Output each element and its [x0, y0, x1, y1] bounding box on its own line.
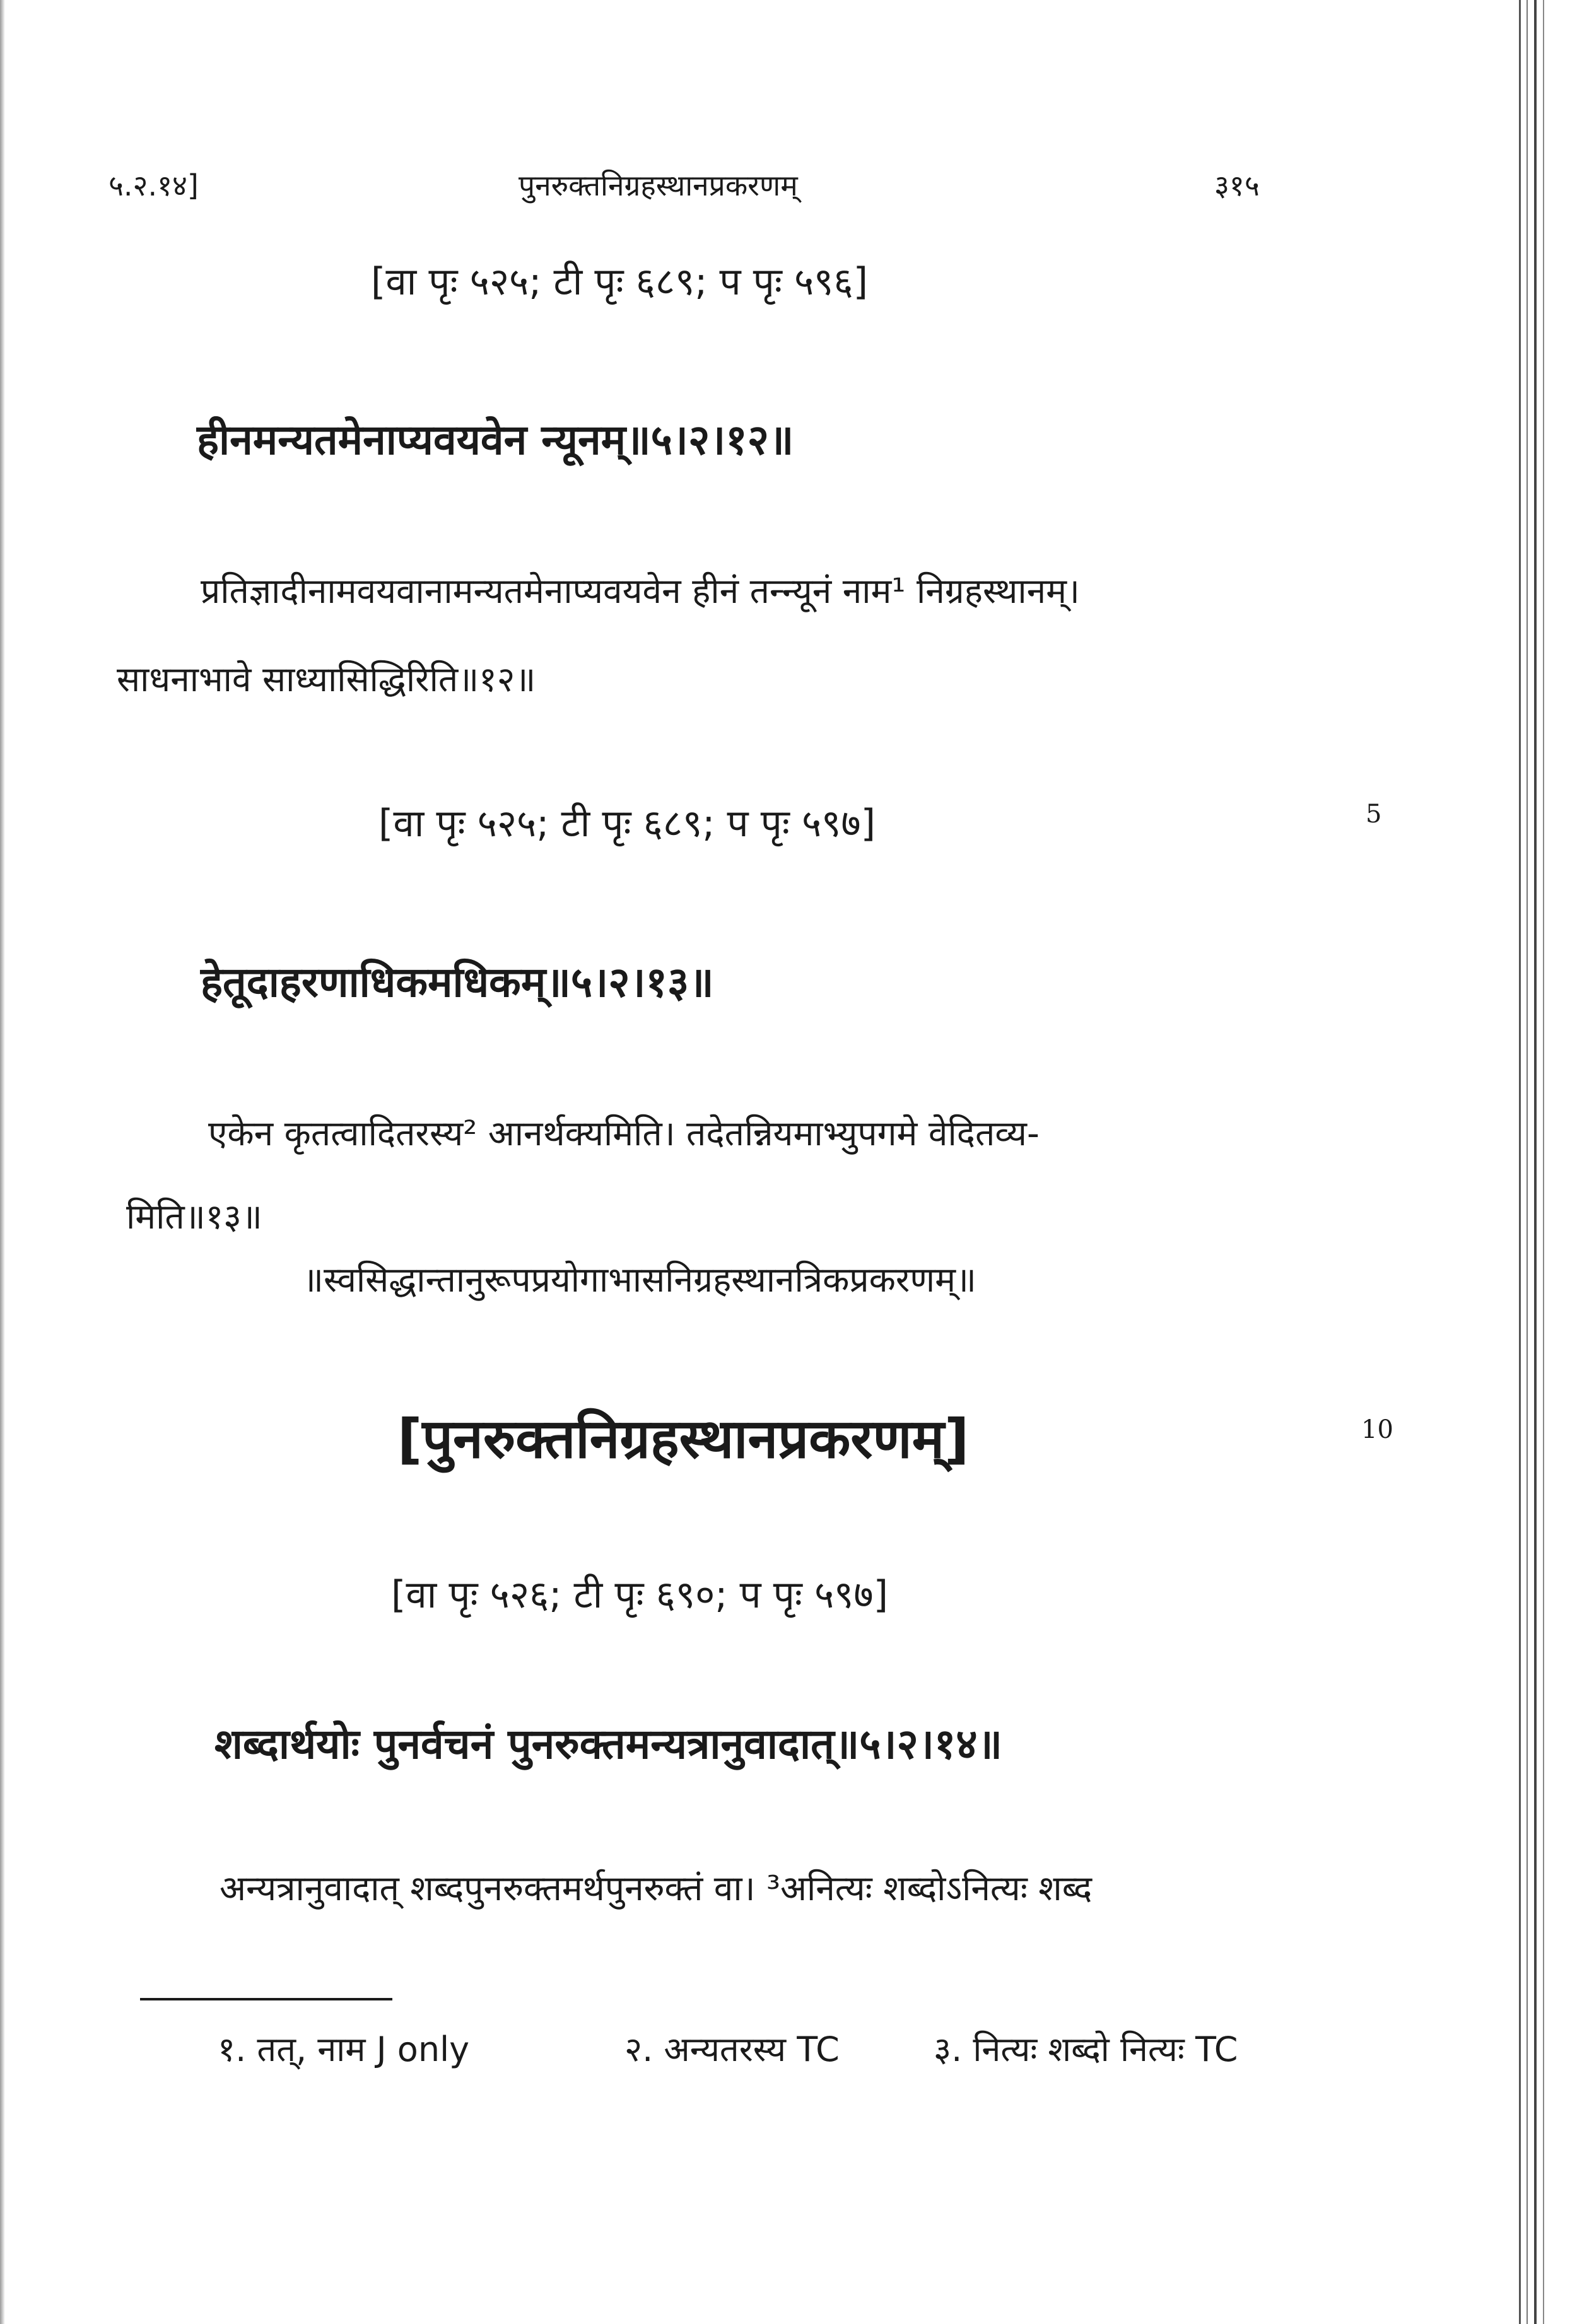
commentary-line: प्रतिज्ञादीनामवयवानामन्यतमेनाप्यवयवेन हीनं तन्न्यूनं नाम¹ निग्रहस्थानम्। [201, 571, 1080, 611]
section-title: [पुनरुक्तनिग्रहस्थानप्रकरणम्] [397, 1408, 970, 1471]
line-number: 10 [1361, 1415, 1393, 1444]
footnote: २. अन्यतरस्य TC [624, 2029, 840, 2069]
binding-line [1527, 0, 1528, 2324]
reference-line: [वा पृः ५२६; टी पृः ६९०; प पृः ५९७] [391, 1573, 888, 1617]
footnote-rule [140, 1998, 392, 2000]
sutra-heading: शब्दार्थयोः पुनर्वचनं पुनरुक्तमन्यत्रानुवादात्॥५।२।१४॥ [214, 1720, 1003, 1768]
footnote: १. तत्, नाम J only [218, 2029, 470, 2069]
header-title: पुनरुक्तनिग्रहस्थानप्रकरणम् [519, 168, 798, 202]
commentary-line: साधनाभावे साध्यासिद्धिरिति॥१२॥ [117, 659, 536, 699]
binding-line [1543, 0, 1544, 2324]
line-number: 5 [1366, 800, 1382, 829]
header-left: ५.२.१४] [108, 168, 199, 202]
commentary-line: मिति॥१३॥ [126, 1196, 262, 1237]
sutra-heading: हेतूदाहरणाधिकमधिकम्॥५।२।१३॥ [201, 958, 714, 1007]
binding-line [1534, 0, 1537, 2324]
binding-line [1519, 0, 1521, 2324]
page-number: ३१५ [1214, 168, 1260, 202]
footnote: ३. नित्यः शब्दो नित्यः TC [934, 2029, 1238, 2069]
reference-line: [वा पृः ५२५; टी पृः ६८९; प पृः ५९६] [371, 260, 868, 304]
commentary-line: एकेन कृतत्वादितरस्य² आनर्थक्यमिति। तदेतन्नियमाभ्युपगमे वेदितव्य- [208, 1113, 1040, 1153]
scan-edge [0, 0, 5, 2324]
reference-line: [वा पृः ५२५; टी पृः ६८९; प पृः ५९७] [378, 802, 876, 846]
commentary-line: अन्यत्रानुवादात् शब्दपुनरुक्तमर्थपुनरुक्तं वा। ³अनित्यः शब्दोऽनित्यः शब्द [220, 1868, 1093, 1908]
closing-colophon: ॥स्वसिद्धान्तानुरूपप्रयोगाभासनिग्रहस्थानत्रिकप्रकरणम्॥ [303, 1259, 976, 1300]
sutra-heading: हीनमन्यतमेनाप्यवयवेन न्यूनम्॥५।२।१२॥ [197, 416, 794, 464]
